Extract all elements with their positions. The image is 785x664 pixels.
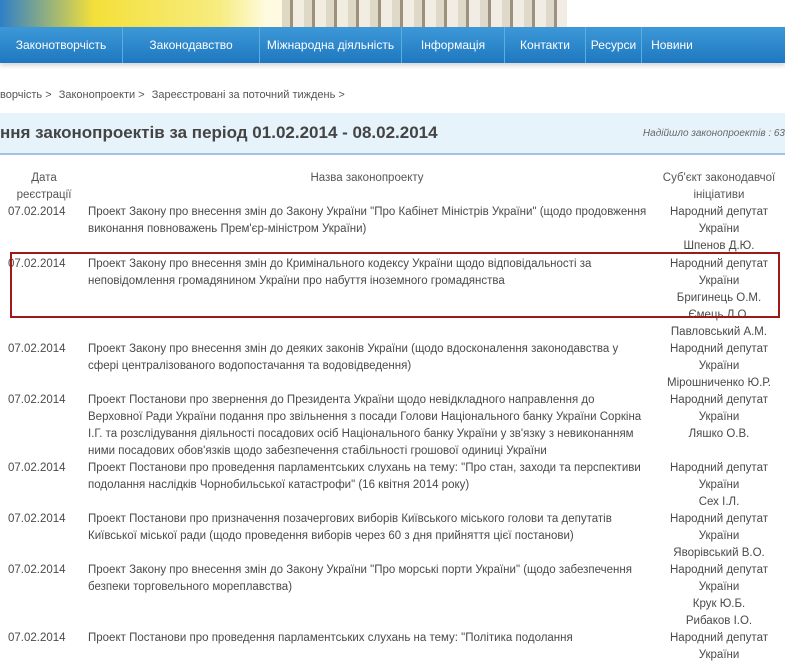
row-date: 07.02.2014 — [8, 343, 66, 355]
header-subject: Суб'єкт законодавчої ініціативи — [662, 172, 776, 201]
header-banner — [0, 0, 785, 27]
subject-line: Народний депутат України — [670, 258, 768, 287]
subject-line: Крук Ю.Б. — [692, 598, 746, 610]
row-subject — [652, 204, 785, 255]
parliament-building-image — [282, 0, 567, 27]
row-title-link[interactable]: Проект Закону про внесення змін до деяких законів України (щодо вдосконалення законодавства у сфері централізованого водопостачання та водовідведення) — [88, 343, 619, 372]
subject-line: Народний депутат України — [670, 462, 768, 491]
row-date: 07.02.2014 — [8, 632, 66, 644]
subject-line: Шпенов Д.Ю. — [683, 240, 755, 252]
row-subject — [652, 392, 785, 460]
table-row — [6, 204, 785, 255]
subject-line: Рибаков І.О. — [685, 615, 753, 627]
subject-line: Яворівський В.О. — [673, 547, 765, 559]
row-title-link[interactable]: Проект Постанови про проведення парламентських слухань на тему: "Про стан, заходи та перспективи подолання наслідків Чорнобильської катастрофи" (16 квітня 2014 року) — [88, 462, 641, 491]
row-date: 07.02.2014 — [8, 258, 66, 270]
row-title-link[interactable]: Проект Постанови про проведення парламентських слухань на тему: "Політика подолання — [88, 632, 573, 644]
row-date: 07.02.2014 — [8, 564, 66, 576]
row-date: 07.02.2014 — [8, 513, 66, 525]
subject-line: Народний депутат України — [670, 632, 768, 661]
row-date: 07.02.2014 — [8, 394, 66, 406]
subject-line: Народний депутат України — [670, 564, 768, 593]
highlight-box — [10, 252, 780, 318]
subject-line: Ляшко О.В. — [688, 428, 750, 440]
table-row — [6, 460, 785, 511]
table-row — [6, 630, 785, 664]
table-row — [6, 511, 785, 562]
nav-mizhnarodna[interactable]: Міжнародна діяльність — [260, 27, 402, 63]
breadcrumb-item[interactable]: ворчість > — [0, 89, 52, 101]
row-subject — [652, 341, 785, 392]
row-subject — [652, 562, 785, 630]
bills-count: Надійшло законопроектів : 63 — [642, 128, 785, 139]
row-subject — [652, 511, 785, 562]
header-date: Дата реєстрації — [16, 172, 72, 201]
subject-line: Народний депутат України — [670, 394, 768, 423]
subject-line: Ємець Л.О. — [688, 309, 750, 321]
page-title: ння законопроектів за період 01.02.2014 - 08.02.2014 — [0, 123, 438, 142]
row-subject — [652, 630, 785, 664]
table-header — [6, 170, 785, 204]
table-row — [6, 392, 785, 460]
row-title-link[interactable]: Проект Закону про внесення змін до Закону України "Про морські порти України" (щодо забезпечення безпеки торговельного мореплавства) — [88, 564, 632, 593]
row-title-link[interactable]: Проект Закону про внесення змін до Закону України "Про Кабінет Міністрів України" (щодо продовження виконання повноважень Прем'єр-міністром України) — [88, 206, 647, 235]
nav-zakonotvorchist[interactable]: Законотворчість — [0, 27, 123, 63]
nav-kontakty[interactable]: Контакти — [505, 27, 586, 63]
header-title: Назва законопроекту — [310, 172, 424, 184]
bills-table — [6, 170, 785, 664]
row-date: 07.02.2014 — [8, 206, 66, 218]
row-subject — [652, 460, 785, 511]
subject-line: Мірошниченко Ю.Р. — [667, 377, 771, 389]
row-title-link[interactable]: Проект Закону про внесення змін до Кримінального кодексу України щодо відповідальності за неповідомлення громадянином України про набуття іноземного громадянства — [88, 258, 592, 287]
subject-line: Народний депутат України — [670, 513, 768, 542]
breadcrumb-item[interactable]: Законопроекти > — [58, 89, 145, 101]
table-row — [6, 341, 785, 392]
table-row — [6, 562, 785, 630]
title-bar — [0, 113, 785, 155]
nav-informatsiia[interactable]: Інформація — [402, 27, 505, 63]
row-title-link[interactable]: Проект Постанови про звернення до Президента України щодо невідкладного направлення до Верховної Ради України подання про звільнення з посади Голови Національного банку України Соркіна І.Г. та розслідування діяльності посадових осіб Національного банку України у зв'язку з невиконанням ними посадових обов'язків щодо забезпечення стабільності грошової одиниці України — [88, 394, 642, 457]
subject-line: Народний депутат України — [670, 343, 768, 372]
subject-line: Бригинець О.М. — [676, 292, 762, 304]
row-date: 07.02.2014 — [8, 462, 66, 474]
subject-line: Сех І.Л. — [698, 496, 740, 508]
row-title-link[interactable]: Проект Постанови про призначення позачергових виборів Київського міського голови та депутатів Київської міської ради (щодо проведення виборів через 60 з дня прийняття цієї постанови) — [88, 513, 612, 542]
subject-line: Павловський А.М. — [670, 326, 768, 338]
nav-zakonodavstvo[interactable]: Законодавство — [123, 27, 260, 63]
breadcrumb — [0, 89, 349, 101]
main-nav — [0, 27, 785, 63]
nav-novyny[interactable]: Новини — [651, 38, 693, 52]
nav-resursy[interactable]: Ресурси — [586, 27, 642, 63]
subject-line: Народний депутат України — [670, 206, 768, 235]
breadcrumb-item[interactable]: Зареєстровані за поточний тиждень > — [151, 89, 345, 101]
